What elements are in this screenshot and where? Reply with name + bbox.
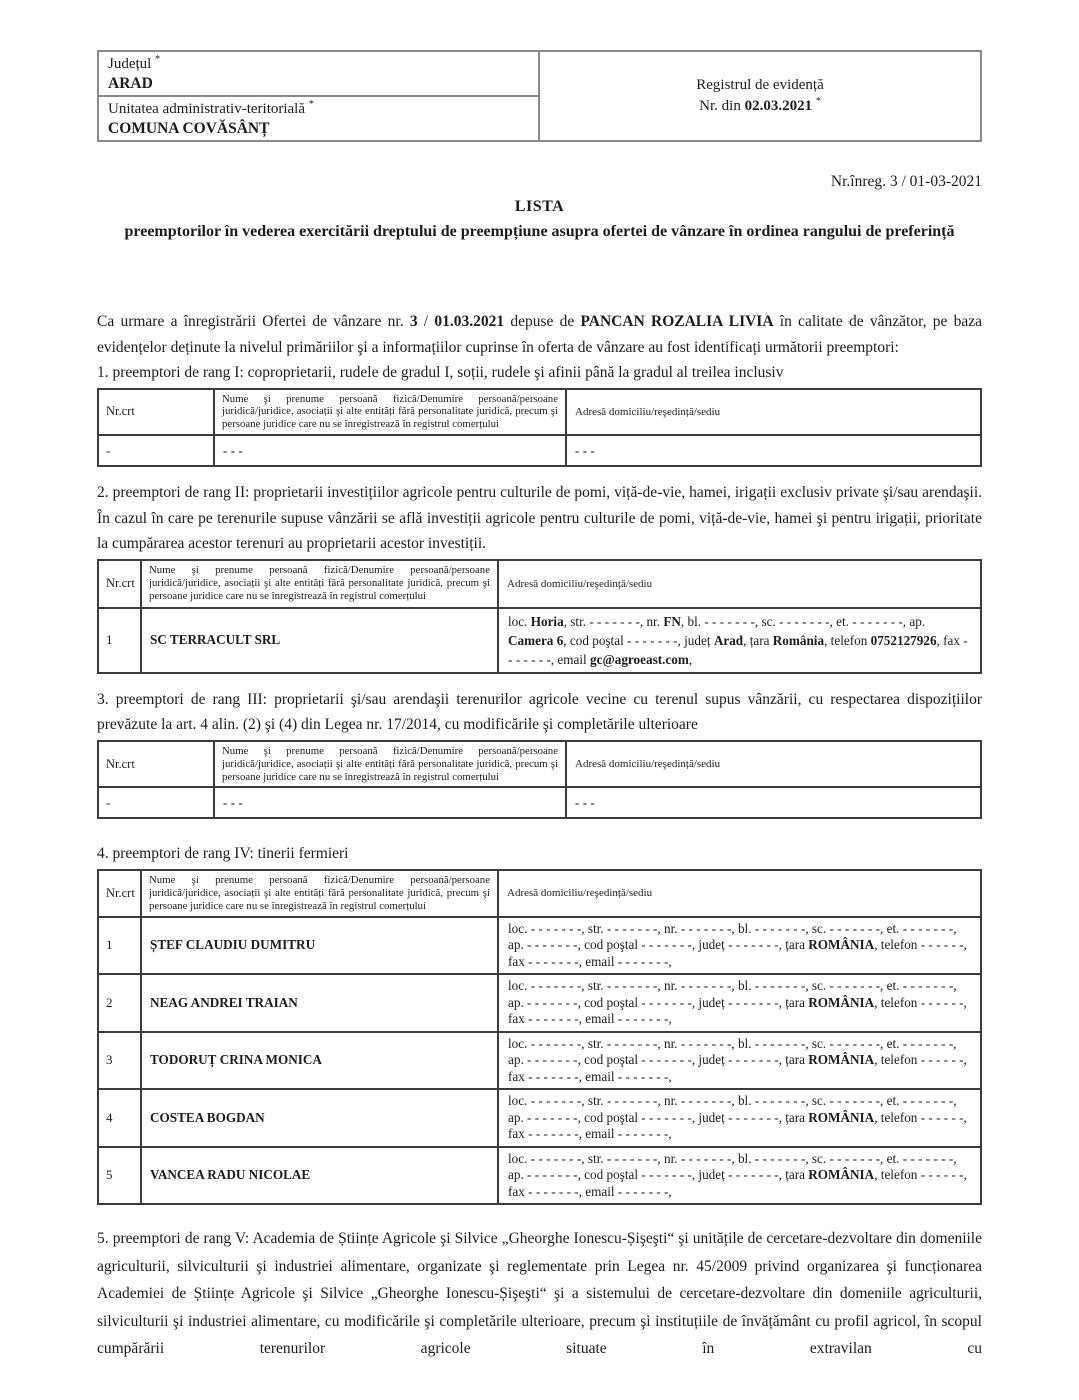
col-header-name: Nume şi prenume persoană fizică/Denumire persoană/persoane juridică/juridice, asociații şi alte entități fără personalitate juridică, precum şi persoane juridice care nu se înregistrează în registrul comerțului (214, 389, 566, 436)
cell-name: SC TERRACULT SRL (141, 608, 498, 673)
col-header-name: Nume şi prenume persoană fizică/Denumire persoană/persoane juridică/juridice, asociații şi alte entități fără personalitate juridică, precum şi persoane juridice care nu se înregistrează în registrul comerțului (141, 560, 498, 608)
registration-number-line: Nr.înreg. 3 / 01-03-2021 (830, 173, 982, 190)
table-row (98, 1032, 981, 1090)
judet-label-line (108, 54, 529, 74)
col-header-address: Adresă domiciliu/reşedință/sediu (498, 870, 981, 917)
col-header-address: Adresă domiciliu/reşedință/sediu (566, 389, 981, 436)
cell-address: loc. - - - - - - -, str. - - - - - - -, nr. - - - - - - -, bl. - - - - - - -, sc. - - - - - - -, et. - - - - - - -, ap. - - - - - - -, cod poştal - - - - - - -, județ - - - - - - -, țara ROMÂNIA, telefon - - - - - -, fax - - - - - - -, email - - - - - - -, (498, 1089, 981, 1147)
rang4-heading: 4. preemptori de rang IV: tinerii fermieri (97, 845, 349, 863)
cell-name: NEAG ANDREI TRAIAN (141, 974, 498, 1032)
rang5-paragraph: 5. preemptori de rang V: Academia de Științe Agricole şi Silvice „Gheorghe Ionescu-Șişeşti“ şi unitățile de cercetare-dezvoltare din domeniile agriculturii, silviculturii şi industriei alimentare, organizate şi reglementate prin Legea nr. 45/2009 privind organizarea şi funcționarea Academiei de Științe Agricole şi Silvice „Gheorghe Ionescu-Șişeşti“ şi a sistemului de cercetare-dezvoltare din domeniile agriculturii, silviculturii şi industriei alimentare, cu modificările şi completările ulterioare, precum şi instituțiile de învățământ cu profil agricol, în scopul cumpărării terenurilor agricole situate în extravilan cu (97, 1230, 982, 1358)
cell-nr: 1 (98, 608, 141, 673)
registry-box (538, 50, 982, 142)
table-header-row (98, 741, 981, 788)
uat-label: Unitatea administrativ-teritorială (108, 101, 306, 117)
cell-nr: - (98, 787, 214, 818)
cell-address: loc. - - - - - - -, str. - - - - - - -, nr. - - - - - - -, bl. - - - - - - -, sc. - - - - - - -, et. - - - - - - -, ap. - - - - - - -, cod poştal - - - - - - -, județ - - - - - - -, țara ROMÂNIA, telefon - - - - - -, fax - - - - - - -, email - - - - - - -, (498, 917, 981, 975)
cell-name: TODORUȚ CRINA MONICA (141, 1032, 498, 1090)
form-header-left (97, 50, 540, 142)
form-header (97, 50, 982, 142)
col-header-nr: Nr.crt (98, 870, 141, 917)
rang1-table (97, 388, 982, 468)
table-row (98, 435, 981, 466)
rang4-table (97, 869, 982, 1205)
rang2-table (97, 559, 982, 674)
registry-asterisk: * (815, 96, 821, 107)
cell-address: loc. - - - - - - -, str. - - - - - - -, nr. - - - - - - -, bl. - - - - - - -, sc. - - - - - - -, et. - - - - - - -, ap. - - - - - - -, cod poştal - - - - - - -, județ - - - - - - -, țara ROMÂNIA, telefon - - - - - -, fax - - - - - - -, email - - - - - - -, (498, 1032, 981, 1090)
col-header-nr: Nr.crt (98, 389, 214, 436)
col-header-name: Nume şi prenume persoană fizică/Denumire persoană/persoane juridică/juridice, asociații şi alte entități fără personalitate juridică, precum şi persoane juridice care nu se înregistrează în registrul comerțului (214, 741, 566, 788)
cell-address: loc. - - - - - - -, str. - - - - - - -, nr. - - - - - - -, bl. - - - - - - -, sc. - - - - - - -, et. - - - - - - -, ap. - - - - - - -, cod poştal - - - - - - -, județ - - - - - - -, țara ROMÂNIA, telefon - - - - - -, fax - - - - - - -, email - - - - - - -, (498, 1147, 981, 1205)
cell-address: - - - (566, 787, 981, 818)
cell-address: - - - (566, 435, 981, 466)
uat-box (97, 95, 540, 142)
uat-value: COMUNA COVĂSÂNȚ (108, 120, 270, 137)
intro-paragraph: Ca urmare a înregistrării Ofertei de vânzare nr. 3 / 01.03.2021 depuse de PANCAN ROZALIA LIVIA în calitate de vânzător, pe baza evidențelor deținute la nivelul primăriilor şi a informațiilor cuprinse în oferta de vânzare au fost identificați următorii preemptori: (97, 313, 983, 356)
table-header-row (98, 560, 981, 608)
rang3-table (97, 740, 982, 820)
cell-nr: - (98, 435, 214, 466)
cell-address: loc. Horia, str. - - - - - - -, nr. FN, bl. - - - - - - -, sc. - - - - - - -, et. - - - - - - -, ap. Camera 6, cod poştal - - - - - - -, județ Arad, țara România, telefon 0752127926, fax - - - - - - -, email gc@agroeast.com, (498, 608, 981, 673)
registry-title: Registrul de evidență (696, 77, 824, 93)
table-row (98, 1089, 981, 1147)
judet-asterisk: * (155, 54, 161, 65)
cell-name: ȘTEF CLAUDIU DUMITRU (141, 917, 498, 975)
document-content (97, 0, 982, 1363)
col-header-nr: Nr.crt (98, 741, 214, 788)
cell-nr: 2 (98, 974, 141, 1032)
registry-date: 02.03.2021 (744, 98, 813, 114)
cell-nr: 4 (98, 1089, 141, 1147)
page-subtitle: preemptorilor în vederea exercitării dreptului de preempțiune asupra ofertei de vânzare în ordinea rangului de preferință (124, 223, 955, 240)
col-header-nr: Nr.crt (98, 560, 141, 608)
registry-number-line (540, 96, 980, 117)
page-title: LISTA (514, 198, 565, 215)
table-row (98, 974, 981, 1032)
cell-nr: 1 (98, 917, 141, 975)
judet-box (97, 50, 540, 97)
cell-name: COSTEA BOGDAN (141, 1089, 498, 1147)
cell-address: loc. - - - - - - -, str. - - - - - - -, nr. - - - - - - -, bl. - - - - - - -, sc. - - - - - - -, et. - - - - - - -, ap. - - - - - - -, cod poştal - - - - - - -, județ - - - - - - -, țara ROMÂNIA, telefon - - - - - -, fax - - - - - - -, email - - - - - - -, (498, 974, 981, 1032)
judet-value: ARAD (108, 75, 153, 92)
table-header-row (98, 389, 981, 436)
cell-nr: 3 (98, 1032, 141, 1090)
registry-number-prefix: Nr. din (699, 98, 745, 114)
table-row (98, 1147, 981, 1205)
col-header-address: Adresă domiciliu/reşedință/sediu (498, 560, 981, 608)
uat-asterisk: * (308, 99, 314, 110)
rang1-heading: 1. preemptori de rang I: coproprietarii, rudele de gradul I, soții, rudele şi afinii până la gradul al treilea inclusiv (97, 364, 784, 381)
cell-nr: 5 (98, 1147, 141, 1205)
judet-label: Județul (108, 56, 152, 72)
table-header-row (98, 870, 981, 917)
table-row (98, 787, 981, 818)
uat-label-line (108, 99, 529, 119)
rang3-heading: 3. preemptori de rang III: proprietarii şi/sau arendaşii terenurilor agricole vecine cu terenul supus vânzării, cu respectarea dispozițiilor prevăzute la art. 4 alin. (2) şi (4) din Legea nr. 17/2014, cu modificările şi completările ulterioare (97, 690, 982, 734)
table-row (98, 917, 981, 975)
cell-name: VANCEA RADU NICOLAE (141, 1147, 498, 1205)
cell-name: - - - (214, 787, 566, 818)
col-header-address: Adresă domiciliu/reşedință/sediu (566, 741, 981, 788)
rang2-heading: 2. preemptori de rang II: proprietarii investițiilor agricole pentru culturile de pomi, viță-de-vie, hamei, irigații exclusiv private şi/sau arendaşii. În cazul în care pe terenurile supuse vânzării se află investiții agricole pentru culturile de pomi, viță-de-vie, hamei şi pentru irigații, prioritate la cumpărarea acestor terenuri au proprietarii acestor investiții. (97, 484, 982, 553)
cell-name: - - - (214, 435, 566, 466)
table-row (98, 608, 981, 673)
col-header-name: Nume şi prenume persoană fizică/Denumire persoană/persoane juridică/juridice, asociații şi alte entități fără personalitate juridică, precum şi persoane juridice care nu se înregistrează în registrul comerțului (141, 870, 498, 917)
